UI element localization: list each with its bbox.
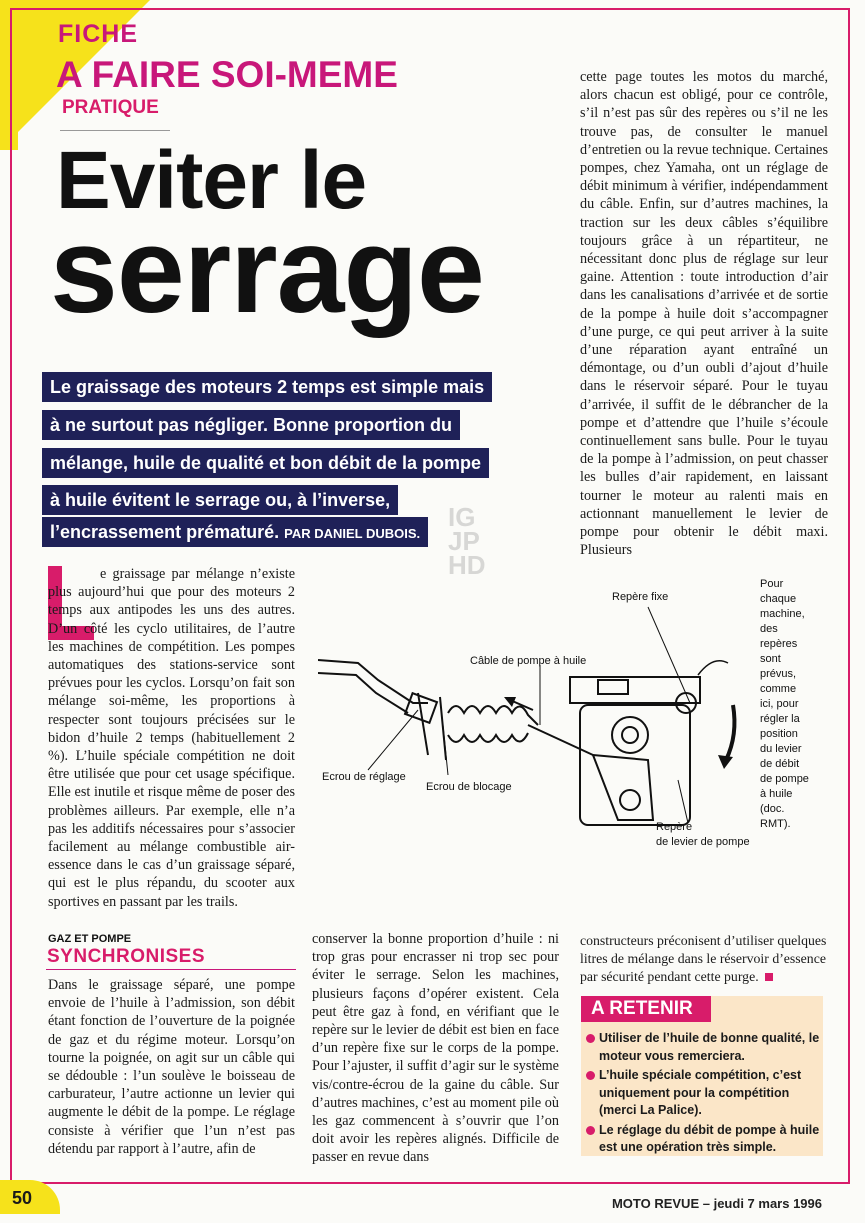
- label-repere-fixe: Repère fixe: [612, 591, 669, 603]
- section-kicker: GAZ ET POMPE: [48, 933, 132, 945]
- retenir-item-text: Utiliser de l’huile de bonne qualité, le moteur vous remerciera.: [599, 1031, 820, 1063]
- rubric-fiche: FICHE: [58, 20, 138, 48]
- watermark-line: JP: [448, 526, 480, 556]
- caption-line: du levier: [760, 743, 802, 755]
- page-number: 50: [0, 1180, 60, 1214]
- inner-cable: [528, 725, 593, 755]
- caption-line: à huile: [760, 788, 793, 800]
- caption-line: de pompe: [760, 773, 809, 785]
- caption-line: de débit: [760, 758, 800, 770]
- pump-lever: [593, 755, 653, 820]
- footer-publication: MOTO REVUE: [611, 1196, 700, 1211]
- label-repere-levier: Repère: [656, 821, 693, 833]
- headline-line-1: Eviter le: [56, 135, 367, 226]
- headline-line-2: serrage: [50, 202, 484, 338]
- retenir-list: [586, 1030, 821, 1159]
- pump-shaft: [612, 717, 648, 753]
- lead-line-last: [42, 517, 428, 547]
- bullet-icon: [586, 1071, 595, 1080]
- lead-text: l’encrassement prématuré.: [50, 522, 280, 542]
- pump-diagram-drawing: [318, 585, 748, 855]
- pump-shaft-inner: [622, 727, 638, 743]
- footer: [560, 1196, 822, 1211]
- retenir-item: [586, 1030, 821, 1065]
- caption-line: des: [760, 623, 778, 635]
- label-repere-levier-2: de levier de pompe: [656, 836, 750, 848]
- section-rule: [46, 969, 296, 970]
- bullet-icon: [586, 1126, 595, 1135]
- label-ecrou-reglage: Ecrou de réglage: [322, 771, 406, 783]
- caption-line: sont: [760, 653, 781, 665]
- rubber-bellows: [448, 706, 538, 725]
- retenir-item: [586, 1122, 821, 1157]
- pump-diagram: [318, 585, 748, 855]
- rubric-rule: [60, 130, 170, 131]
- retenir-title: A RETENIR: [581, 996, 711, 1022]
- caption-line: machine,: [760, 608, 805, 620]
- arrow-return: [698, 661, 728, 675]
- lead-line: à huile évitent le serrage ou, à l’inverse,: [42, 485, 398, 515]
- arrow-rotation: [726, 705, 734, 760]
- pump-connector: [598, 680, 628, 694]
- caption-line: prévus,: [760, 668, 797, 680]
- caption-line: RMT).: [760, 818, 791, 830]
- caption-line: ici, pour: [760, 698, 799, 710]
- intro-text: e graissage par mélange n’existe plus aujourd’hui que pour des moteurs 2 temps aux antipodes les uns des autres. D’un côté les cyclo utilitaires, de l’autre les machines de compétition. Les pompes automatiques des stations-service sont prévues pour les cyclos. Lorsqu’on fait son mélange soi-même, les proportions à respecter sont toujours précisées sur le bidon d’huile 2 temps (habituellement 2 %). L’huile spéciale compétition ne doit être utilisée que pour cet usage spécifique. Elle est inutile et risque même de poser des problèmes ailleurs. Par exemple, elle n’a pas les additifs nécessaires pour s’associer facilement au mélange combustible air-essence dans le cas d’un graissage séparé, qui est le plus répandu, du scooter aux sportives en passant par les trails.: [48, 566, 295, 910]
- rubric-a-faire: A FAIRE SOI-MEME: [56, 54, 398, 95]
- lead-line: Le graissage des moteurs 2 temps est simple mais: [42, 372, 492, 402]
- lever-pivot: [620, 790, 640, 810]
- arrow-rotation-head: [718, 755, 733, 769]
- section-title: SYNCHRONISES: [47, 946, 206, 967]
- cable-housing-lower: [318, 673, 408, 713]
- bullet-icon: [586, 1034, 595, 1043]
- column-3-text: [580, 932, 828, 986]
- intro-paragraph: [48, 565, 295, 911]
- caption-line: chaque: [760, 593, 797, 605]
- caption-line: Pour: [760, 578, 784, 590]
- right-column-text: cette page toutes les motos du marché, alors chacun est obligé, pour ce contrôle, s’il n’est pas sûr des repères ou s’il ne les trouve pas, de consulter le manuel d’entretien ou la revue technique. Certaines pompes, chez Yamaha, ont un réglage de débit minimum à vérifier, indépendamment du câble. Enfin, sur d’autres machines, la traction sur les deux câbles s’équilibre toujours grâce à un répartiteur, ne nécessitant donc plus de réglage sur leur gaine. Attention : toute introduction d’air dans les canalisations d’arrivée et de sortie de la pompe à huile doit s’accompagner d’une purge, ce qui peut arriver à la suite d’une réparation ayant entraîné un démontage, ou d’un oubli d’ajout d’huile dans le réservoir séparé. Pour le tuyau d’arrivée, il suffit de le débrancher de la pompe et d’attendre que l’huile s’écoule continuellement sans bulle. Pour le tuyau de la pompe à l’admission, on peut chasser les bulles d’air rapidement, en laissant tourner le moteur au ralenti mais en actionnant manuellement le levier de pompe pour obtenir le débit maxi. Plusieurs: [580, 69, 828, 559]
- section-text: Dans le graissage séparé, une pompe envoie de l’huile à l’admission, son débit étant fonction de l’ouverture de la poignée de gaz et du régime moteur. Lorsqu’on tourne la poignée, on agit sur un câble qui se dédouble : l’un soulève le boisseau de carburateur, l’autre actionne un levier qui augmente le débit de la pompe. Le réglage consiste à vérifier que l’un n’est pas détendu par rapport à l’autre, afin de: [48, 977, 295, 1157]
- byline: PAR DANIEL DUBOIS.: [284, 526, 421, 541]
- caption-line: comme: [760, 683, 797, 695]
- rubber-bellows-lower: [448, 733, 528, 742]
- caption-line: repères: [760, 638, 798, 650]
- leader-fixed-mark: [648, 607, 690, 703]
- label-ecrou-blocage: Ecrou de blocage: [426, 781, 512, 793]
- retenir-item-text: Le réglage du débit de pompe à huile est une opération très simple.: [599, 1122, 820, 1154]
- rubric-pratique: PRATIQUE: [62, 97, 159, 118]
- footer-date: jeudi 7 mars 1996: [713, 1196, 822, 1211]
- retenir-item: [586, 1067, 821, 1120]
- watermark-line: IG: [448, 502, 476, 532]
- caption-line: position: [760, 728, 798, 740]
- watermark-line: HD: [448, 550, 486, 580]
- leader-locking-nut: [443, 725, 448, 775]
- lead-line: à ne surtout pas négliger. Bonne proportion du: [42, 410, 460, 440]
- column-2-text: conserver la bonne proportion d’huile : ni trop gras pour encrasser ni trop sec pour éviter le serrage. Selon les machines, plusieurs façons d’opérer existent. Cela peut être gaz à fond, en vérifiant que le repère sur le levier de débit est bien en face d’un repère fixe sur le corps de la pompe. Pour l’ajuster, il suffit d’agir sur le système vis/contre-écrou de la gaine du câble. Sur d’autres machines, c’est au moment pile où les gaz commencent à s’ouvrir que l’on doit avoir les repères alignés. Difficile de passer en revue dans: [312, 931, 559, 1166]
- caption-line: (doc.: [760, 803, 785, 815]
- retenir-item-text: L’huile spéciale compétition, c’est uniquement pour la compétition (merci La Palice).: [599, 1068, 802, 1117]
- label-cable: Câble de pompe à huile: [470, 655, 587, 667]
- diagram-caption: [760, 577, 820, 832]
- lead-line: mélange, huile de qualité et bon débit de la pompe: [42, 448, 489, 478]
- leader-adjusting-nut: [368, 710, 418, 770]
- footer-separator: –: [702, 1196, 714, 1211]
- column-3-paragraph: constructeurs préconisent d’utiliser quelques litres de mélange dans le réservoir d’essence par sécurité pendant cette purge.: [580, 933, 827, 984]
- caption-line: régler la: [760, 713, 800, 725]
- leader-lever-mark: [678, 780, 688, 823]
- watermark: [448, 502, 486, 580]
- end-mark: [765, 973, 773, 981]
